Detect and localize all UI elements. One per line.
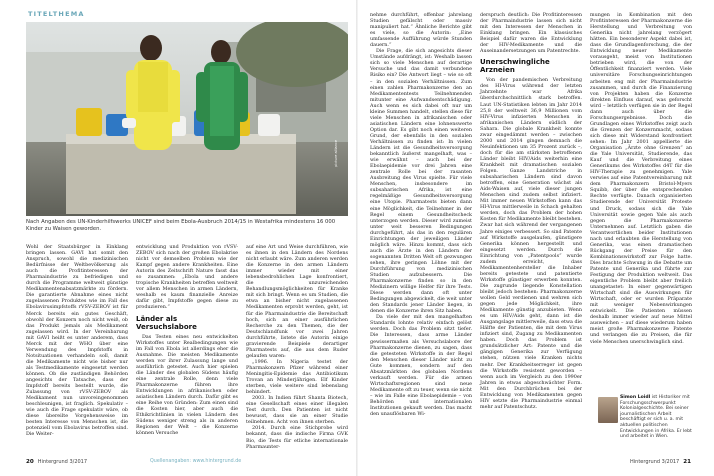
right-col-2 — [480, 12, 582, 410]
paragraph: Die Frage, die sich angesichts dieser Umstände aufdrängt, ist: Weshalb lassen sich so viele Menschen auf derartige Versuche und das damit verbundene Risiko ein? Die Antwort liegt – wie so oft – in den sozialen Verhältnissen. Zum einen zahlen Pharmakonzerne den an Medikamententests Teilnehmenden mitunter eine Aufwandsentschädigung. Auch wenn es sich dabei oft nur um kleine Summen handelt, stellen diese für viele Menschen in afrikanischen oder asiatischen Ländern eine lohnenswerte Option dar. Es gibt noch einen weiteren Grund, der ebenfalls in den sozialen Verhältnissen zu finden ist: In vielen Ländern ist die Gesundheitsversorgung bekanntlich äußerst mangelhaft, was – wie erwähnt – auch bei der Ebolaepidemie vor drei Jahren eine zentrale Rolle bei der rasanten Ausbreitung des Virus spielte. Für viele Menschen, insbesondere im subsaharischen Afrika, ist eine regelmäßige Gesundheitsversorgung eine Utopie. Pharmatests bieten dann eine Möglichkeit, die Teilnehmer in der Regel einem Gesundheitscheck unterzogen werden. Dieser wird zumeist unter weit besseren Bedingungen durchgeführt, als das in den regulären Einrichtungen der jeweiligen Länder möglich wäre. Hinzu kommt, dass sich auch die Ärzte in den Ländern der sogenannten Dritten Welt oft gezwungen sehen, ihre geringen Löhne mit der Durchführung von medizinischen Studien aufzubessern. Die Pharmakonzerne finden so in den Medizinern willige Helfer für ihre Tests. Diese werden dann oft unter Bedingungen abgewickelt, die weit unter den Standards jener Länder liegen, in denen die Konzerne ihren Sitz haben. — [370, 48, 472, 315]
author-name: Simon Loidl — [620, 395, 651, 400]
left-col-1 — [26, 244, 128, 438]
page-gutter — [356, 0, 358, 476]
subheading: Länder als Versuchslabore — [136, 314, 197, 331]
footer-sources: Quellenangaben: www.hintergrund.de — [150, 459, 242, 464]
right-footer — [630, 459, 691, 465]
left-col-2 — [136, 244, 238, 436]
ebola-workers-photo — [26, 22, 348, 216]
paragraph: „1996. In Nigeria testet der Pharmakonzern Pfizer während einer Meningitis-Epidemie das Antibiotikum Trovan an Minderjährigen. Elf Kinder sterben, viele weitere sind lebenslang behindert. — [246, 358, 348, 396]
paragraph: mungen in Kombination mit den Profitinteressen der Pharmakonzerne die Herstellung und Verbreitung von Generika nicht jahrelang verzögert hätten. Ein besonderer Aspekt dabei ist, dass die Grundlagenforschung, die der Entwicklung neuer Medikamente vorausgeht, meist von Institutionen betrieben wird, die von der Öffentlichkeit finanziert werden. Viele universitäre Forschungseinrichtungen arbeiten eng mit der Pharmaindustrie zusammen, und durch die Finanzierung von Projekten haben die Konzerne direkten Einfluss darauf, was geforscht wird – letztlich verfügen sie in der Regel dann auch über die Forschungsergebnisse. Doch die Grundlagen eines Wirkstoffes zeigt auch die Grenzen der Konzernmacht, sodass sich diese mit Widerstand konfrontiert sehen: Im Jahr 2001 appellierte die Organisation „Ärzte ohne Grenzen“ an die Yale Universität, Studierende, das Kauf und die Verbreitung eines Generikums des Wirkstoffes d4T für die HIV-Therapie zu genehmigen. Yale verwies auf eine Patentvereinbarung mit dem Pharmakonzern Bristol-Myers Squibb, der über die entsprechenden Rechte verfügte. Danach organisierten Studierende der Universität Proteste und Druck, sodass sich die Yale Universität sowie gegen Yale als auch gegen die Pharmakonzerne Unternehmen auf. Letztlich gaben die Verantwortlichen beider Institutionen nach und erlaubten die Herstellung von Generika, was einen dramatischen Rückgang der Preise für den Kombinationswirkstoff zur Folge hatte. Dies brachte Schwung in die Debatte um Patente und Generika und führte zur Festigung der Produktion weltweit. Das eigentliche Problem bleibt aber freilich unangetastet: In einer gegenwärtigen Wirtschaft sind die Auswirkungen für Wirtschaft, oder er wurden Präparate mit weniger Nebenwirkungen entwickelt. Die Patienten müssen deshalb immer wieder auf neue Mittel ausweichen – auf diese wiederum haben meist große Pharmakonzerne Patente und verlangen die zu Preisen, die für viele Menschen unerschwinglich sind. — [590, 12, 692, 345]
page-number-left: 20 — [26, 459, 34, 465]
photo-illustration — [26, 22, 348, 216]
paragraph: entwicklung und Produktion von rVSV-ZEBOV sich nach der großen Ebolakrise nicht vor demselben Problem wie der Kampf gegen andere Krankheiten. Eine Autorin des Zeitschrift Nature fasst das so zusammen: „Ebola und andere tropische Krankheiten betreffen weltweit vor allem Menschen in armen Ländern, weshalb es kaum finanzielle Anreize dafür gibt, Impfstoffe gegen diese zu produzieren.“ — [136, 244, 238, 311]
paragraph: nehme durchführt, offenbar jahrelang Studien gefälscht oder massiv manipuliert hat.“ Ähnliche Berichte gibt es viele, so die Autorin: „Eine umfassende Aufführung würde Stunden dauern.“ — [370, 12, 472, 49]
paragraph: auf eine Art und Weise durchführen, wie es ihnen in den Ländern des Nordens nicht erlaubt wäre. Zum anderen werden die Konzerne in den armen Ländern immer wieder mit einer lebensbedrohlichen Lage konfrontiert, die unzureichenden Behandlungsmöglichkeiten für Kranke mit sich bringt. Wenn es um Studien, die etwa an bisher nicht zugelassenen Medikamenten erprobt werden, geht, ist für die Pharmaindustrie die Bereitschaft hoch, sich an einer ausführlichen Recherche zu den Themen, die der Deutschlandfunk vor zwei Jahren durchführte, listete die Autorin einige gravierende Beispiele derartiger Pharmatests auf, die aus dem Ruder gelaufen waren: — [246, 244, 348, 359]
paragraph: 2014. Durch eine Stichprobe wird bekannt, dass die indische Firma GVK Bio, die Tests für etliche internationale Pharmaunter- — [246, 425, 348, 450]
right-col-1 — [370, 12, 472, 417]
subheading: Unerschwingliche Arzneien — [480, 58, 550, 75]
paragraph: Da viele der mit den mangelhaften Standards lohnte relativ einfach gelöst werden. Doch das Problem sitzt tiefer. Die Interessen, dass arme Länder gewissermaßen als Versuchslabore der Pharmakonzerne dienen, zu sagen, dass die getesteten Wirkstoffe in der Regel den Menschen dieser Länder nicht zu Gute kommen, sondern auf den Absatzmärkten des globalen Nordens verkauft werden. Für die armen Wirtschaftsregionen sind neue Medikamente oft zu teuer, wenn sie nicht – wie im Falle eine Ebolaepidemie – von Behörden und internationalen Institutionen gekauft werden. Das macht den unauflösbaren Wi- — [370, 314, 472, 418]
paragraph: Von der pandemischen Verbreitung des HI-Virus während der letzten Jahrzehnte war Afrika überdurchschnittlich stark betroffen. Laut UN-Statistiken lebten im Jahr 2014 25,8 der weltweit 36,9 Millionen vom HIV-Virus infizierten Menschen in afrikanischen Ländern südlich der Sahara. Die globale Krankheit konnte zwar eingedämmt werden – zwischen 2000 und 2014 gingen demnach die Neuinfektionen um 35 Prozent zurück –, doch für die am stärksten betroffenen Länder bleibt HIV/Aids weiterhin eine Krankheit mit dramatischen sozialen Folgen. Ganze Landstriche in subsaharischen Ländern sind davon betroffen, eine Generation wächst als Aids-Waisen auf, viele dieser jungen Menschen sind zudem selbst infiziert. Mit immer neuen Wirkstoffen kann das HI-Virus mittlerweile in Schach gehalten werden, doch das Problem der hohen Kosten für Medikamente bleibt bestehen. Zwar hat sich während der vergangenen Jahre einiges verbessert. So sind Patente auf Wirkstoffe ausgelaufen, günstigere Generika können hergestellt und eingesetzt werden. Durch die Einrichtung von „Patentpools“ wurde zudem erreicht, dass Medikamentenhersteller die Inhaber bereits getestete und patentierte Wirkstoffe günstiger erwerben konnten. Die zugrunde liegende Konstellation bleibt jedoch bestehen: Pharmakonzerne wollen Geld verdienen und wehren sich gegen jede Möglichkeit, ihre Medikamente günstig anzubieten. Wenn es um HIV/Aids geht, dann ist die Ausgangslage mittlerweile, dass etwa die Hälfte der Patienten, die mit dem Virus infiziert sind, Zugang zu Medikamenten haben. Doch das Problem ist grundsätzlicher Art: Patente und die gängigen Generika zur Verfügung stehen, nützen viele Kranken nichts mehr. Der Krankheitserreger ist gegen die Wirkstoffe resistent geworden – wenn auch im Vergleich zu den 1990er Jahren in etwas abgeschwächter Form. Mit den Durchbrüchen bei der Entwicklung von Medikamenten gegen HIV setzte die Pharmaindustrie einmal mehr auf Patentschutz. — [480, 77, 582, 410]
section-label: TITELTHEMA — [28, 10, 85, 18]
left-footer — [26, 459, 87, 465]
magazine-issue-right: Hintergrund 3/2017 — [630, 459, 680, 465]
author-description: ist Historiker mit Forschungsschwerpunkt Kolonialgeschichte. Bei seiner journalistischen Arbeit beschäftigt er sich u. a. mit aktuellen politischen Entwicklungen in Afrika. Er lebt und arbeitet in Wien. — [620, 395, 692, 440]
author-photo — [598, 397, 618, 423]
left-col-3 — [246, 244, 348, 450]
author-bio — [620, 395, 692, 440]
photo-credit: picture alliance — [334, 140, 338, 167]
paragraph: 2003. In Indien führt Shanta Biotech, eine Gesellschaft eines einer illegalen Test durch. Den Patienten ist nicht bewusst, dass sie an einer Studie teilnehmen. Acht von ihnen sterben. — [246, 395, 348, 426]
page-number-right: 21 — [683, 459, 692, 465]
magazine-issue-left: Hintergrund 3/2017 — [37, 459, 88, 465]
photo-caption: Nach Angaben des UN-Kinderhilfswerks UNICEF sind beim Ebola-Ausbruch 2014/15 in Westafrika mindestens 16 000 Kinder zu Waisen geworden. — [26, 219, 336, 232]
paragraph: Wohl der Staatsbürger in Einklang bringen lassen. GAVI hat somit den Anspruch, sowohl die medizinischen Bedürfnisse der Weltbevölkerung als auch die Profitinteressen der Pharmaindustrie zu befriedigen und durch die Programme weltweit günstige Medikamentenabsatzmärkte zu fördern. Die garantierte Abnahme eines nicht zugelassenen Produktes wie im Fall des Ebolavirusimpfstoffs rVSV-ZEBOV ist für Merck bereits ein gutes Geschäft, obwohl der Konzern noch nicht weiß, ob das Produkt jemals als Medikament zugelassen wird. In der Vereinbarung mit GAVI heißt es unter anderem, dass Merck mit der WHO über eine Verwendung des Impfstoffs in Notsituationen verhandeln soll, damit die Medikamente nicht wie bisher nur als Testmedikamente eingesetzt werden können. Ob die zuständigen Behörden angesichts der Tatsache, dass der Impfstoff bereits bestellt wurde, die Zulassung von rVSV-ZEBOV als Medikament nun unvoreingenommen beschleunigen, ist fraglich. Spekulativ – wie auch die Frage spekulativ wäre, ob diese übereilte Vorgehensweise im besten Interesse von Menschen ist, die potenziell vom Ebolavirus betroffen sind. Die Weiter- — [26, 244, 128, 438]
paragraph: Das Testen eines neu entwickelten Wirkstoffes unter Realbedingungen wie im Fall von Ebola ist allerdings eher die Ausnahme. Die meisten Medikamente werden vor ihrer Zulassung lange und ausführlich getestet. Auch hier spielen die Länder des globalen Südens häufig eine zentrale Rolle, denn viele Pharmakonzerne führen ihre Entwicklungen in afrikanischen oder asiatischen Ländern durch. Dafür gibt es eine Reihe von Gründen: Zum einen sind die Kosten hier, aber auch die Ethikrichtlinien in vielen Ländern des Südens weniger streng als in anderen Regionen der Welt – die Konzerne können Versuche — [136, 333, 238, 437]
paragraph: derspruch deutlich: Die Profitinteressen der Pharmaindustrie lassen sich nicht mit den Interessen der Menschen in Einklang bringen. Ein klassisches Beispiel dafür waren die Entwicklung der HIV-Medikamente und die Auseinandersetzungen um Patentrechte. — [480, 12, 582, 55]
right-col-3 — [590, 12, 692, 392]
